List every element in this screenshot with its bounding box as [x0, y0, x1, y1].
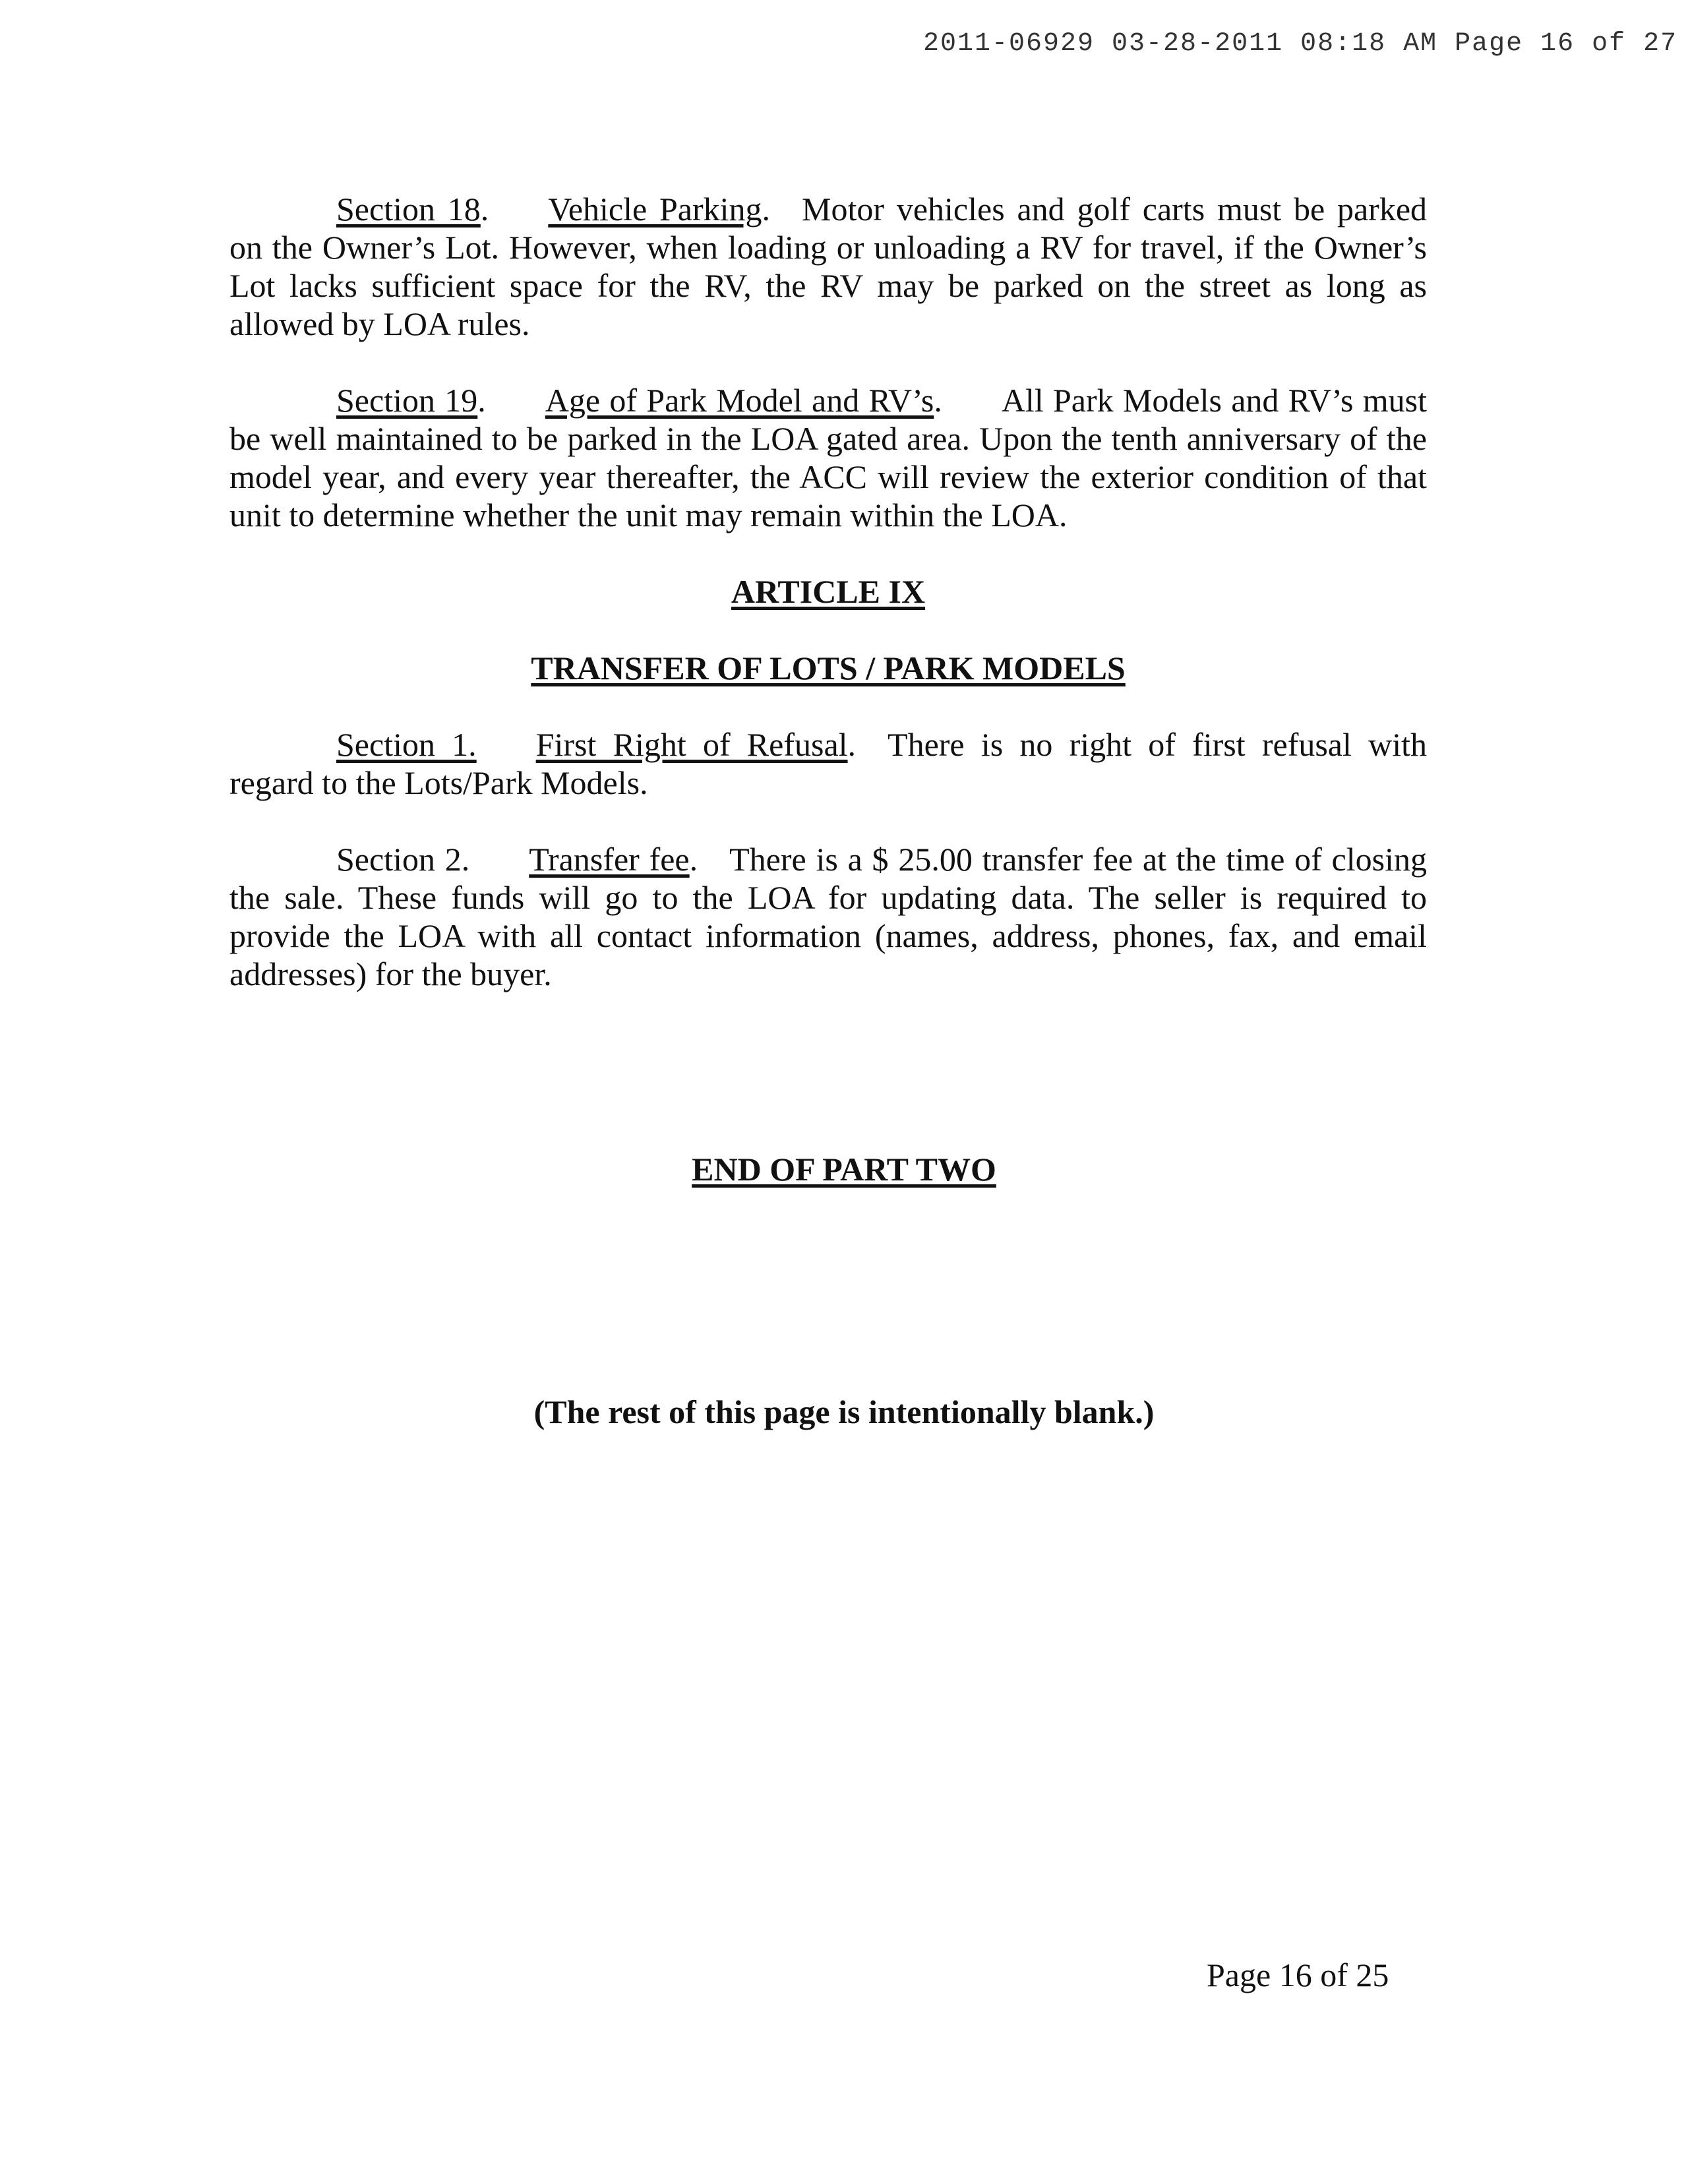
article-number: ARTICLE IX: [731, 573, 926, 610]
end-of-part-heading: END OF PART TWO: [692, 1151, 996, 1188]
intentionally-blank-note: (The rest of this page is intentionally blank.): [533, 1393, 1155, 1430]
section-19-title: Age of Park Model and RV’s: [545, 382, 934, 419]
section-19-number: Section 19: [336, 382, 478, 419]
article-ix-section-1-title: First Right of Refusal: [535, 726, 848, 763]
section-18-title: Vehicle Parking: [548, 191, 762, 228]
section-18: Section 18. Vehicle Parking. Motor vehicles and golf carts must be parked on the Owner’s Lot. However, when loading or unloading a RV for travel, if the Owner’s Lot lacks sufficient space for the RV, the RV may be parked on the street as long as allowed by LOA rules.: [229, 191, 1428, 342]
section-18-number: Section 18: [336, 191, 481, 228]
article-ix-section-1-text: There is no right of first refusal with regard to the Lots/Park Models.: [229, 726, 1427, 801]
document-body: [229, 190, 1427, 1031]
section-19-text: All Park Models and RV’s must be well maintained to be parked in the LOA gated area. Upon the tenth anniversary of the model year, and every year thereafter, the ACC will review the exterior condition of that unit to determine whether the unit may remain within the LOA.: [229, 382, 1427, 533]
section-19: Section 19. Age of Park Model and RV’s. All Park Models and RV’s must be well maintained to be parked in the LOA gated area. Upon the tenth anniversary of the model year, and every year thereafter, the ACC will review the exterior condition of that unit to determine whether the unit may remain within the LOA.: [229, 382, 1427, 533]
article-ix-section-1-number: Section 1.: [336, 726, 477, 763]
article-ix-section-2-text: There is a $ 25.00 transfer fee at the time of closing the sale. These funds will go to the LOA for updating data. The seller is required to provide the LOA with all contact information (names, address, phones, fax, and email addresses) for the buyer.: [229, 841, 1427, 992]
article-ix-section-2-title: Transfer fee: [529, 841, 690, 878]
article-ix-section-1: Section 1. First Right of Refusal. There is no right of first refusal with regard to the Lots/Park Models.: [229, 726, 1427, 801]
section-18-text: Motor vehicles and golf carts must be parked on the Owner’s Lot. However, when loading or unloading a RV for travel, if the Owner’s Lot lacks sufficient space for the RV, the RV may be parked on the street as long as allowed by LOA rules.: [229, 191, 1428, 342]
article-ix-section-2: Section 2. Transfer fee. There is a $ 25.00 transfer fee at the time of closing the sale. These funds will go to the LOA for updating data. The seller is required to provide the LOA with all contact information (names, address, phones, fax, and email addresses) for the buyer.: [229, 841, 1427, 992]
page-number-footer: Page 16 of 25: [1207, 1957, 1389, 1993]
article-title: TRANSFER OF LOTS / PARK MODELS: [531, 650, 1126, 686]
fax-header: 2011-06929 03-28-2011 08:18 AM Page 16 of 27: [923, 29, 1678, 59]
article-ix-section-2-number: Section 2.: [336, 841, 470, 878]
